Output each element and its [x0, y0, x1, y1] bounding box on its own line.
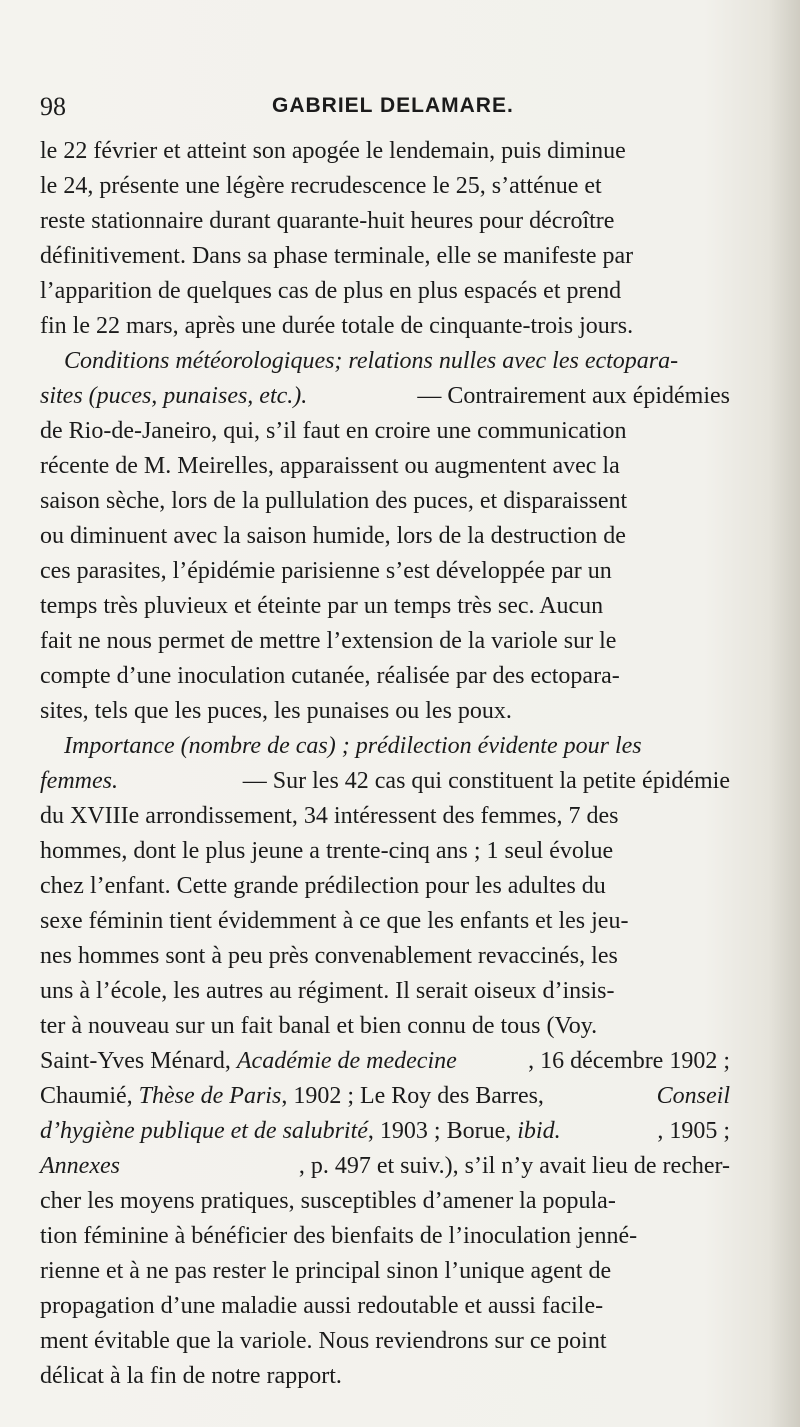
text-line: l’apparition de quelques cas de plus en plus espacés et prend: [40, 278, 622, 304]
text-line: sites, tels que les puces, les punaises ou les poux.: [40, 698, 512, 724]
text-span: , 1905 ;: [657, 1118, 730, 1144]
text-span: , 1902 ; Le Roy des Barres,: [281, 1083, 550, 1109]
text-line: nes hommes sont à peu près convenablement revaccinés, les: [40, 943, 618, 969]
text-span: Saint-Yves Ménard,: [40, 1048, 237, 1074]
reference-title: Annexes: [40, 1153, 120, 1179]
section-heading-line: Conditions météorologiques; relations nulles avec les ectopara-: [64, 348, 679, 374]
text-line: [40, 1149, 730, 1184]
page-header: [40, 92, 740, 126]
text-line: ment évitable que la variole. Nous reviendrons sur ce point: [40, 1328, 607, 1354]
text-line: le 24, présente une légère recrudescence le 25, s’atténue et: [40, 173, 602, 199]
section-heading-end: femmes.: [40, 768, 118, 794]
text-line: fin le 22 mars, après une durée totale de cinquante-trois jours.: [40, 313, 634, 339]
text-line: cher les moyens pratiques, susceptibles d’amener la popula-: [40, 1188, 616, 1214]
text-line: de Rio-de-Janeiro, qui, s’il faut en croire une communication: [40, 418, 627, 444]
text-span: , 16 décembre 1902 ;: [528, 1048, 730, 1074]
text-line: compte d’une inoculation cutanée, réalisée par des ectopara-: [40, 663, 620, 689]
reference-title: d’hygiène publique et de salubrité: [40, 1118, 368, 1144]
page-number: 98: [40, 92, 66, 121]
text-line: [40, 379, 730, 414]
reference-title: Conseil: [656, 1083, 730, 1109]
text-line: uns à l’école, les autres au régiment. Il serait oiseux d’insis-: [40, 978, 615, 1004]
text-line: récente de M. Meirelles, apparaissent ou augmentent avec la: [40, 453, 620, 479]
text-line: fait ne nous permet de mettre l’extension de la variole sur le: [40, 628, 617, 654]
text-span: Chaumié,: [40, 1083, 139, 1109]
reference-title: Thèse de Paris: [138, 1083, 282, 1109]
text-line: délicat à la fin de notre rapport.: [40, 1363, 342, 1389]
section-heading-end: sites (puces, punaises, etc.).: [40, 383, 308, 409]
text-span: , p. 497 et suiv.), s’il n’y avait lieu de recher-: [298, 1153, 730, 1179]
body-text: [40, 134, 730, 1394]
text-line: le 22 février et atteint son apogée le lendemain, puis diminue: [40, 138, 626, 164]
reference-title: ibid.: [517, 1118, 561, 1144]
text-span: — Sur les 42 cas qui constituent la petite épidémie: [242, 768, 730, 794]
text-line: définitivement. Dans sa phase terminale, elle se manifeste par: [40, 243, 634, 269]
text-line: propagation d’une maladie aussi redoutable et aussi facile-: [40, 1293, 604, 1319]
text-line: reste stationnaire durant quarante-huit heures pour décroître: [40, 208, 615, 234]
text-line: chez l’enfant. Cette grande prédilection pour les adultes du: [40, 873, 606, 899]
reference-title: Académie de medecine: [236, 1048, 457, 1074]
text-line: ou diminuent avec la saison humide, lors de la destruction de: [40, 523, 626, 549]
text-span: — Contrairement aux épidémies: [417, 383, 730, 409]
section-heading-line: Importance (nombre de cas) ; prédilection évidente pour les: [64, 733, 642, 759]
text-line: tion féminine à bénéficier des bienfaits de l’inoculation jenné-: [40, 1223, 638, 1249]
text-line: temps très pluvieux et éteinte par un temps très sec. Aucun: [40, 593, 604, 619]
text-line: hommes, dont le plus jeune a trente-cinq ans ; 1 seul évolue: [40, 838, 614, 864]
text-line: saison sèche, lors de la pullulation des puces, et disparaissent: [40, 488, 628, 514]
text-line: ter à nouveau sur un fait banal et bien connu de tous (Voy.: [40, 1013, 598, 1039]
text-line: [40, 1044, 730, 1079]
text-line: sexe féminin tient évidemment à ce que les enfants et les jeu-: [40, 908, 629, 934]
text-span: , 1903 ; Borue,: [367, 1118, 518, 1144]
running-head: GABRIEL DELAMARE.: [272, 94, 514, 117]
text-line: du XVIIIe arrondissement, 34 intéressent des femmes, 7 des: [40, 803, 619, 829]
text-line: ces parasites, l’épidémie parisienne s’est développée par un: [40, 558, 612, 584]
text-line: [40, 764, 730, 799]
text-line: [40, 1114, 730, 1149]
text-line: [40, 1079, 730, 1114]
text-line: rienne et à ne pas rester le principal sinon l’unique agent de: [40, 1258, 612, 1284]
